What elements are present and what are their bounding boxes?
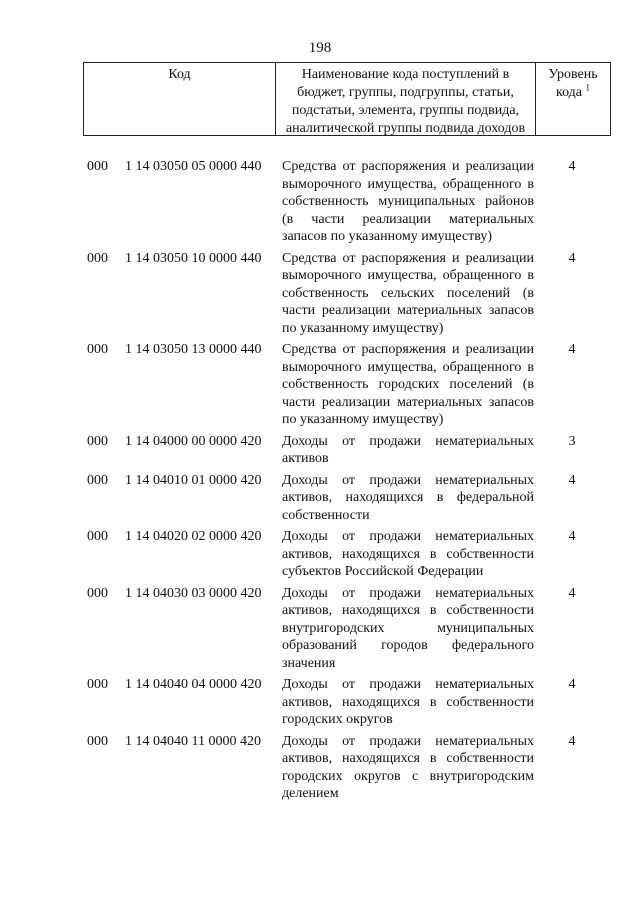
row-admin-code: 000 [87,677,108,692]
row-admin-code: 000 [87,342,108,357]
row-admin-code: 000 [87,250,108,266]
header-level [536,63,610,135]
row-name: Доходы от продажи нематериальных активов [282,433,534,466]
row-budget-code: 1 14 03050 13 0000 440 [125,342,262,357]
row-level: 4 [568,159,576,174]
table-row [83,676,611,729]
table-row [83,733,611,803]
table-body [83,158,611,807]
row-budget-code: 1 14 03050 05 0000 440 [125,159,262,174]
row-admin-code: 000 [87,433,108,449]
row-level: 4 [568,529,576,544]
row-name: Средства от распоряжения и реализации выморочного имущества, обращенного в собственность городских поселений (в части реализации материальных запасов по указанному имуществу) [282,342,534,427]
row-name: Средства от распоряжения и реализации выморочного имущества, обращенного в собственность сельских поселений (в части реализации материальных запасов по указанному имуществу) [282,250,534,336]
row-name: Доходы от продажи нематериальных активов, находящихся в собственности субъектов Российской Федерации [282,529,534,579]
table-row [83,585,611,673]
row-admin-code: 000 [87,733,108,749]
table-header [83,62,611,136]
row-admin-code: 000 [87,472,108,488]
row-name: Доходы от продажи нематериальных активов, находящихся в собственности городских округов с внутригородским делением [282,733,534,801]
row-budget-code: 1 14 04020 02 0000 420 [125,529,262,544]
table-row [83,528,611,581]
header-level-footnote: 1 [585,82,591,93]
row-level: 4 [568,733,576,749]
row-level: 4 [568,250,576,266]
row-level: 4 [568,677,576,692]
table-row [83,433,611,468]
row-budget-code: 1 14 04040 11 0000 420 [125,733,261,749]
table-row [83,472,611,525]
row-level: 4 [568,342,576,357]
table-row [83,250,611,338]
row-budget-code: 1 14 03050 10 0000 440 [125,250,262,266]
page-number: 198 [308,40,332,56]
row-admin-code: 000 [87,529,108,544]
row-budget-code: 1 14 04000 00 0000 420 [125,433,262,449]
row-budget-code: 1 14 04010 01 0000 420 [125,472,262,488]
row-name: Доходы от продажи нематериальных активов, находящихся в собственности городских округов [282,677,534,727]
row-level: 3 [568,433,576,449]
row-level: 4 [568,585,576,601]
row-name: Доходы от продажи нематериальных активов, находящихся в собственности внутригородских муниципальных образований городов федерального значения [282,585,534,671]
header-code: Код [84,63,276,135]
table-row [83,158,611,246]
row-name: Средства от распоряжения и реализации выморочного имущества, обращенного в собственность муниципальных районов (в части реализации материальных запасов по указанному имуществу) [282,159,534,244]
row-admin-code: 000 [87,159,108,174]
row-level: 4 [568,472,576,488]
row-admin-code: 000 [87,585,108,601]
header-name: Наименование кода поступлений в бюджет, группы, подгруппы, статьи, подстатьи, элемента, группы подвида, аналитической группы подвида доходов [276,63,536,135]
row-budget-code: 1 14 04040 04 0000 420 [125,677,262,692]
row-budget-code: 1 14 04030 03 0000 420 [125,585,262,601]
table-row [83,341,611,429]
row-name: Доходы от продажи нематериальных активов, находящихся в федеральной собственности [282,472,534,523]
header-level-label: Уровень кода [548,67,598,100]
